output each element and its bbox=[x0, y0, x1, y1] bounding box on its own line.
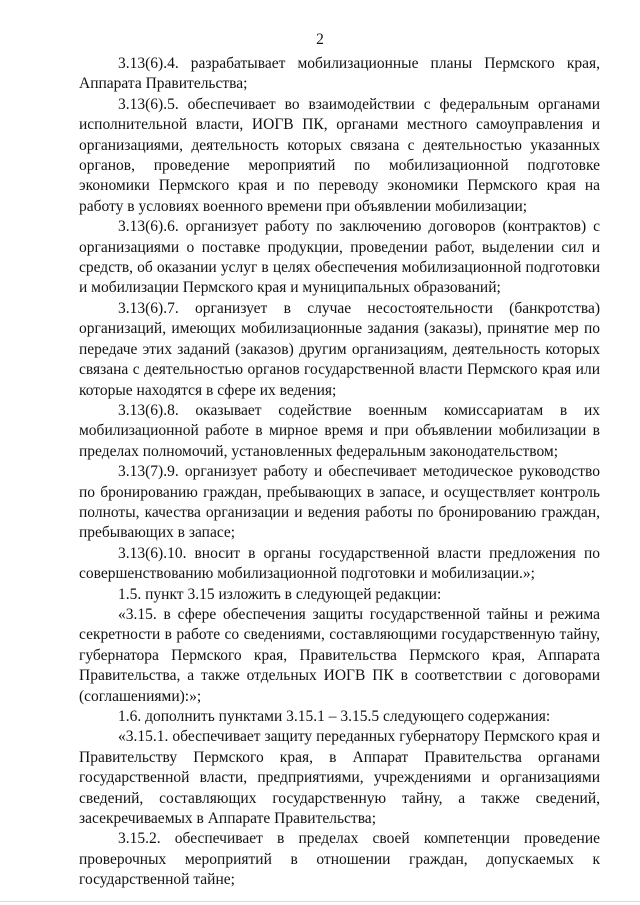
paragraph-3-15-1: «3.15.1. обеспечивает защиту переданных губернатору Пермского края и Правительству Пермского края, в Аппарат Правительства органами государственной власти, предприятиями, учреждениями и организациями сведений, составляющих государственную тайну, а также сведений, засекречиваемых в Аппарате Правительства; bbox=[79, 728, 600, 828]
paragraph-1-5: 1.5. пункт 3.15 изложить в следующей редакции: bbox=[118, 585, 442, 603]
paragraph-3-13-6-5: 3.13(6).5. обеспечивает во взаимодействии с федеральным органами исполнительной власти, ИОГВ ПК, органами местного самоуправления и организациями, деятельность которых связана с деятельностью указанных органов, проведение мероприятий по мобилизационной подготовке экономики Пермского края и по переводу экономики Пермского края на работу в условиях военного времени при объявлении мобилизации; bbox=[79, 95, 600, 215]
page-bottom-edge bbox=[0, 901, 640, 902]
paragraph-3-13-7-9: 3.13(7).9. организует работу и обеспечивает методическое руководство по бронированию граждан, пребывающих в запасе, и осуществляет контроль полноты, качества организации и ведения работы по бронированию граждан, пребывающих в запасе; bbox=[79, 463, 600, 542]
paragraph-3-15: «3.15. в сфере обеспечения защиты государственной тайны и режима секретности в работе со сведениями, составляющими государственную тайну, губернатора Пермского края, Правительства Пермского края, Аппарата Правительства, а также отдельных ИОГВ ПК в соответствии с договорами (соглашениями):»; bbox=[79, 605, 600, 705]
document-body bbox=[79, 54, 600, 891]
paragraph-3-13-6-7: 3.13(6).7. организует в случае несостоятельности (банкротства) организаций, имеющих мобилизационные задания (заказы), принятие мер по передаче этих заданий (заказов) другим организациям, деятельность которых связана с деятельностью органов государственной власти Пермского края или которые находятся в сфере их ведения; bbox=[79, 299, 600, 399]
paragraph-3-13-6-4: 3.13(6).4. разрабатывает мобилизационные планы Пермского края, Аппарата Правительства; bbox=[79, 55, 600, 93]
page-number: 2 bbox=[316, 31, 324, 48]
paragraph-3-13-6-8: 3.13(6).8. оказывает содействие военным комиссариатам в их мобилизационной работе в мирное время и при объявлении мобилизации в пределах полномочий, установленных федеральным законодательством; bbox=[79, 401, 600, 460]
paragraph-3-15-2: 3.15.2. обеспечивает в пределах своей компетенции проведение проверочных мероприятий в отношении граждан, допускаемых к государственной тайне; bbox=[79, 830, 600, 889]
paragraph-1-6: 1.6. дополнить пунктами 3.15.1 – 3.15.5 следующего содержания: bbox=[118, 708, 551, 725]
paragraph-3-13-6-6: 3.13(6).6. организует работу по заключению договоров (контрактов) с организациями о поставке продукции, проведении работ, выделении сил и средств, об оказании услуг в целях обеспечения мобилизационной подготовки и мобилизации Пермского края и муниципальных образований; bbox=[79, 218, 600, 297]
paragraph-3-13-6-10: 3.13(6).10. вносит в органы государственной власти предложения по совершенствованию мобилизационной подготовки и мобилизации.»; bbox=[79, 544, 600, 583]
